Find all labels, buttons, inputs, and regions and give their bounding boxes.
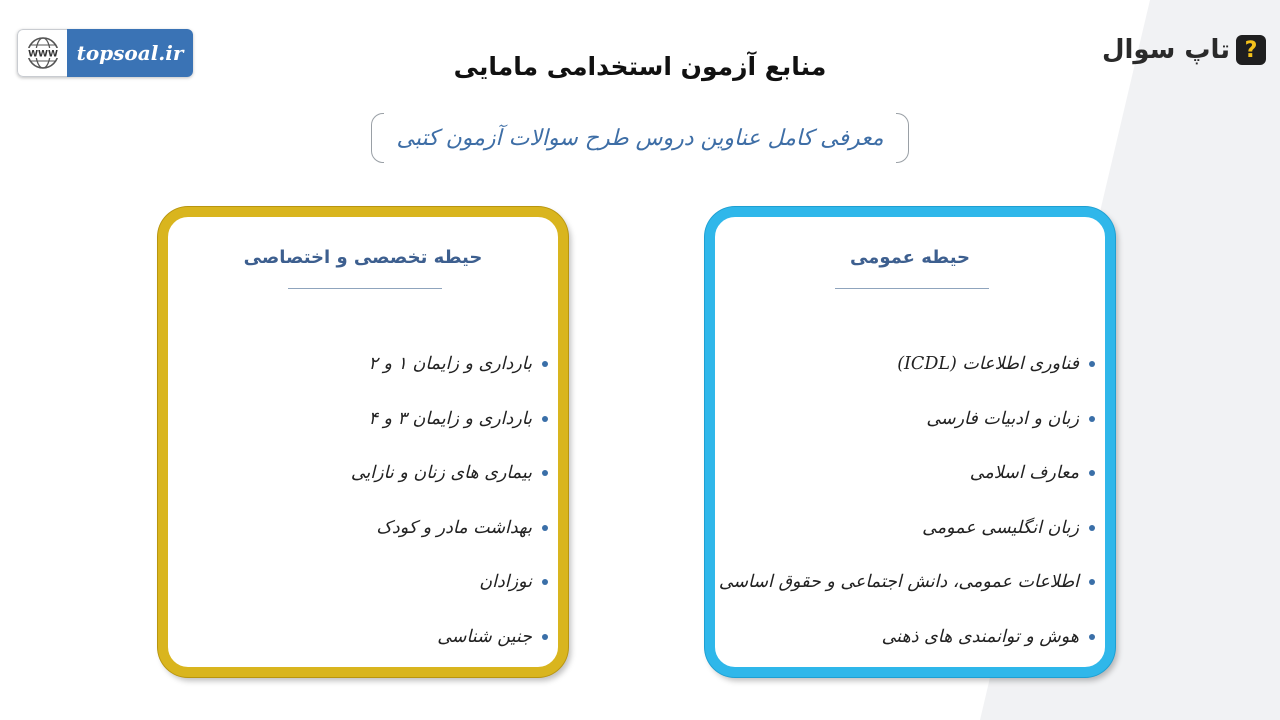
bullet-icon (542, 634, 548, 640)
list-item (178, 610, 548, 665)
bullet-icon (542, 416, 548, 422)
card-divider (288, 288, 442, 289)
bullet-icon (1089, 470, 1095, 476)
list-item (725, 610, 1095, 665)
subject-label: بارداری و زایمان ۱ و ۲ (368, 354, 532, 375)
bullet-icon (1089, 416, 1095, 422)
list-item (725, 337, 1095, 392)
subtitle-box (371, 113, 909, 163)
brand-logo-text: تاپ سوال (1101, 35, 1230, 65)
question-mark-icon: ? (1236, 35, 1266, 65)
specialized-subjects-list (178, 337, 548, 664)
subject-label: اطلاعات عمومی، دانش اجتماعی و حقوق اساسی (718, 572, 1079, 593)
subject-label: بهداشت مادر و کودک (376, 517, 532, 538)
subject-label: زبان انگلیسی عمومی (922, 517, 1079, 538)
list-item (178, 501, 548, 556)
specialized-domain-title: حیطه تخصصی و اختصاصی (243, 247, 483, 268)
subject-label: زبان و ادبیات فارسی (926, 408, 1079, 429)
subject-label: جنین شناسی (437, 626, 532, 647)
globe-www-label: WWW (27, 49, 58, 60)
card-divider (835, 288, 989, 289)
subject-label: نوزادان (479, 572, 532, 593)
list-item (178, 392, 548, 447)
subject-label: بارداری و زایمان ۳ و ۴ (368, 408, 532, 429)
list-item (725, 392, 1095, 447)
bullet-icon (1089, 579, 1095, 585)
subtitle: معرفی کامل عناوین دروس طرح سوالات آزمون کتبی (396, 125, 884, 151)
bullet-icon (1089, 634, 1095, 640)
bullet-icon (542, 470, 548, 476)
general-domain-card (705, 207, 1115, 677)
specialized-domain-card (158, 207, 568, 677)
list-item (725, 446, 1095, 501)
list-item (718, 555, 1095, 610)
general-domain-title: حیطه عمومی (849, 247, 971, 268)
general-subjects-list (718, 337, 1095, 664)
bullet-icon (1089, 361, 1095, 367)
list-item (178, 337, 548, 392)
bullet-icon (542, 579, 548, 585)
website-url[interactable]: topsoal.ir (67, 29, 193, 77)
subject-label: هوش و توانمندی های ذهنی (881, 626, 1079, 647)
page-title: منابع آزمون استخدامی مامایی (453, 52, 827, 81)
list-item (725, 501, 1095, 556)
list-item (178, 446, 548, 501)
subject-label: بیماری های زنان و نازایی (350, 463, 532, 484)
subject-label: فناوری اطلاعات (ICDL) (897, 354, 1079, 375)
list-item (178, 555, 548, 610)
bullet-icon (1089, 525, 1095, 531)
bullet-icon (542, 525, 548, 531)
bullet-icon (542, 361, 548, 367)
subject-label: معارف اسلامی (969, 463, 1079, 484)
